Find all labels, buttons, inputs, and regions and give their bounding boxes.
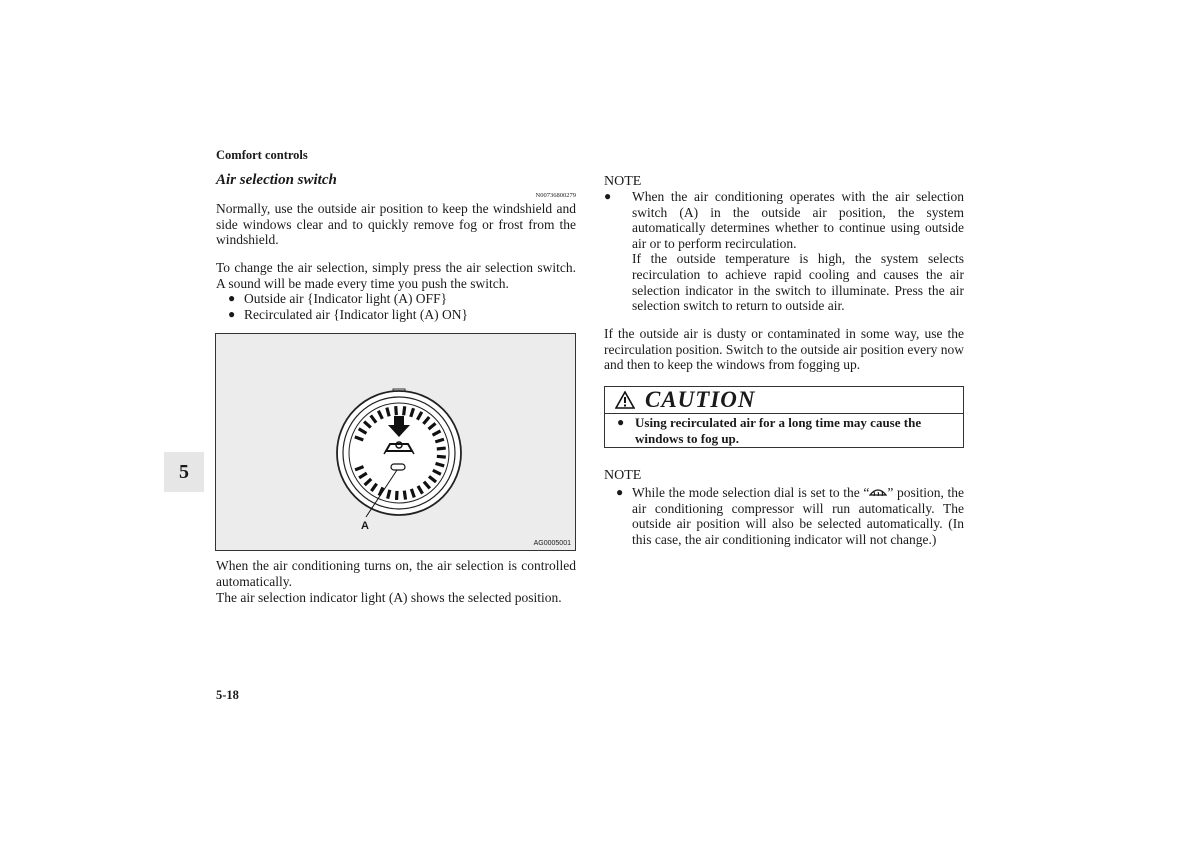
- page-number: 5-18: [216, 688, 239, 702]
- dial-tick: [396, 406, 397, 415]
- air-selection-switch-illustration: [216, 334, 575, 550]
- auto-paragraph: When the air conditioning turns on, the air selection is controlled automatically.: [216, 558, 576, 589]
- list-item: [604, 485, 964, 547]
- dial-tick: [387, 408, 389, 417]
- dial-tick: [404, 406, 405, 415]
- note-label: NOTE: [604, 468, 642, 483]
- note-block: [604, 189, 964, 314]
- dial-tick: [437, 456, 446, 457]
- list-item: [216, 291, 576, 307]
- dial-tick: [404, 491, 405, 500]
- bullet-icon: ●: [616, 485, 624, 499]
- note-paragraph: When the air conditioning operates with the air selection switch (A) in the outside air position, the system automatically determines whether to continue using outside air or to perform recirculation.: [632, 189, 964, 251]
- bullet-icon: ●: [617, 415, 625, 429]
- defroster-icon: [869, 485, 887, 498]
- indicator-paragraph: The air selection indicator light (A) shows the selected position.: [216, 590, 562, 605]
- dial-tick: [437, 448, 446, 449]
- change-paragraph: To change the air selection, simply press the air selection switch. A sound will be made every time you push the switch.: [216, 260, 576, 291]
- figure-label: A: [361, 520, 369, 532]
- list-item: [604, 189, 964, 314]
- caution-text: Using recirculated air for a long time may cause the windows to fog up.: [635, 415, 922, 446]
- reference-code: N00736800279: [535, 192, 576, 199]
- figure-code: AG0005001: [533, 540, 571, 547]
- bullet-list: [216, 291, 576, 322]
- page-title: Air selection switch: [216, 172, 337, 188]
- list-item: [216, 307, 576, 323]
- bullet-icon: ●: [228, 306, 236, 321]
- note-label: NOTE: [604, 174, 642, 189]
- caution-item: [605, 414, 963, 446]
- intro-paragraph: Normally, use the outside air position to keep the windshield and side windows clear and to quickly remove fog or frost from the windshield.: [216, 201, 576, 248]
- note-block: [604, 485, 964, 547]
- dial-tick: [388, 490, 390, 499]
- note-text-start: While the mode selection dial is set to the “: [632, 485, 870, 500]
- note-paragraph: If the outside temperature is high, the system selects recirculation to achieve rapid cooling and causes the air selection indicator in the switch to illuminate. Press the air selection switch to return to outside air.: [632, 251, 964, 314]
- caution-box: [604, 386, 964, 448]
- warning-triangle-icon: [615, 391, 635, 409]
- list-item-text: Recirculated air {Indicator light (A) ON}: [244, 306, 469, 322]
- switch-figure: [215, 333, 576, 551]
- dusty-paragraph: If the outside air is dusty or contaminated in some way, use the recirculation position. Switch to the outside air position every now and then to keep the windows from fogging up.: [604, 326, 964, 373]
- chapter-tab: 5: [164, 452, 204, 492]
- list-item-text: Outside air {Indicator light (A) OFF}: [244, 291, 448, 306]
- bullet-icon: ●: [604, 189, 612, 203]
- section-header: Comfort controls: [216, 148, 308, 162]
- indicator-light: [391, 464, 405, 470]
- bullet-icon: ●: [228, 291, 236, 305]
- caution-title: CAUTION: [645, 387, 756, 412]
- note-text-end: ” position, the air conditioning compressor will run automatically. The outside air position will also be selected automatically. (In this case, the air conditioning indicator will not change.): [632, 485, 964, 547]
- caution-header: [605, 387, 963, 414]
